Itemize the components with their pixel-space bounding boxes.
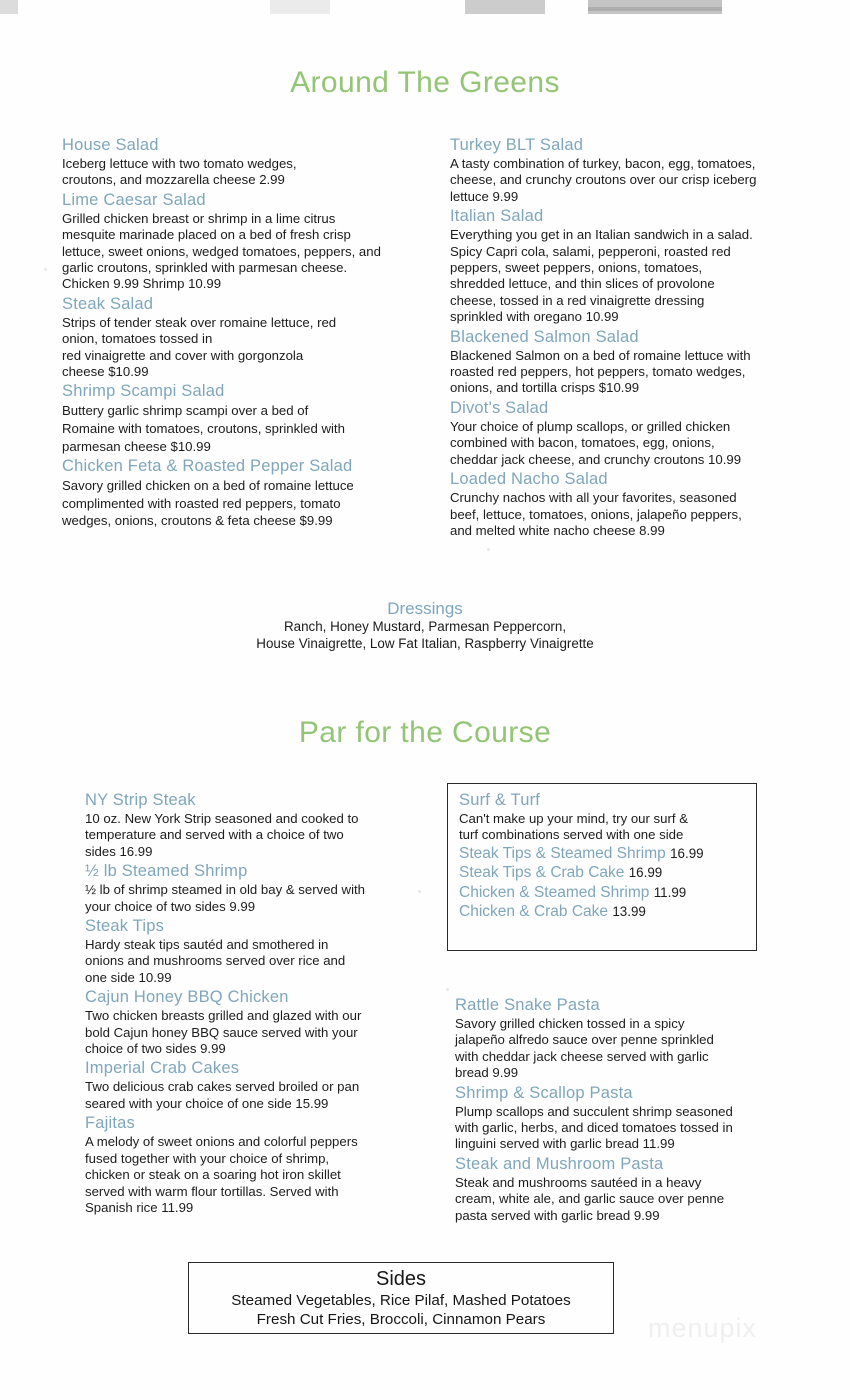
menu-item (62, 456, 422, 530)
combo-option (459, 902, 756, 922)
combo-price: 11.99 (653, 884, 687, 900)
surf-and-turf-box (447, 783, 757, 951)
dressings-block (0, 598, 850, 652)
menu-item-description: A tasty combination of turkey, bacon, egg, tomatoes, cheese, and crunchy croutons over our crisp iceberg lettuce 9.99 (450, 156, 757, 204)
menu-item (62, 190, 422, 293)
salads-left-column (62, 135, 422, 531)
menu-item (62, 135, 422, 189)
scan-artifact-strip (0, 0, 850, 14)
menu-item-name: Turkey BLT Salad (450, 136, 584, 154)
menu-item-description: 10 oz. New York Strip seasoned and cooked to temperature and served with a choice of two sides 16.99 (85, 811, 359, 859)
menu-item-name: ½ lb Steamed Shrimp (85, 862, 248, 881)
menu-item-description: Plump scallops and succulent shrimp seasoned with garlic, herbs, and diced tomatoes tossed in linguini served with garlic bread 11.99 (455, 1103, 733, 1152)
menu-item-description: Savory grilled chicken on a bed of romaine lettuce complimented with roasted red peppers, tomato wedges, onions, croutons & feta cheese $9.99 (62, 478, 354, 529)
menu-item (85, 916, 435, 986)
sides-line: Steamed Vegetables, Rice Pilaf, Mashed Potatoes (231, 1292, 571, 1309)
menu-item-description: Hardy steak tips sautéd and smothered in onions and mushrooms served over rice and one side 10.99 (85, 937, 346, 985)
menu-item-name: Shrimp & Scallop Pasta (455, 1083, 633, 1102)
sides-line: Fresh Cut Fries, Broccoli, Cinnamon Pears (256, 1311, 546, 1328)
sides-box (188, 1262, 614, 1334)
section-title-par-for-the-course: Par for the Course (298, 716, 552, 749)
combo-option (459, 844, 756, 864)
menu-item-name: Lime Caesar Salad (62, 190, 206, 209)
scan-speck (44, 268, 47, 271)
scan-speck (446, 988, 449, 991)
menu-item-name: Surf & Turf (459, 791, 541, 809)
menu-item (450, 398, 795, 468)
menu-item (455, 995, 785, 1082)
menu-item-name: Rattle Snake Pasta (455, 996, 600, 1014)
menu-item-description: Two delicious crab cakes served broiled or pan seared with your choice of one side 15.99 (85, 1079, 360, 1111)
menu-item-description: ½ lb of shrimp steamed in old bay & served with your choice of two sides 9.99 (85, 882, 366, 914)
menu-item-name: Cajun Honey BBQ Chicken (85, 988, 289, 1007)
combo-option (459, 883, 756, 903)
dressings-line: Ranch, Honey Mustard, Parmesan Peppercorn, (283, 619, 567, 634)
menu-item-description: A melody of sweet onions and colorful peppers fused together with your choice of shrimp, chicken or steak on a soaring hot iron skillet served with warm flour tortillas. Served with Spanish rice 11.99 (85, 1134, 358, 1215)
combo-price: 16.99 (670, 845, 704, 861)
menu-item (62, 381, 422, 455)
menu-item-description: Crunchy nachos with all your favorites, seasoned beef, lettuce, tomatoes, onions, jalapeño peppers, and melted white nacho cheese 8.99 (450, 490, 742, 538)
salads-right-column (450, 135, 795, 540)
menu-item (450, 327, 795, 397)
entrees-left-column (85, 790, 435, 1217)
menu-item-name: Chicken Feta & Roasted Pepper Salad (62, 457, 353, 476)
menu-item (85, 1113, 435, 1216)
menu-item-name: NY Strip Steak (85, 791, 196, 809)
menu-item (85, 861, 435, 915)
menu-item-name: Italian Salad (450, 207, 544, 226)
menu-item-name: Steak Tips (85, 917, 165, 936)
menu-item-description: Buttery garlic shrimp scampi over a bed of Romaine with tomatoes, croutons, sprinkled with parmesan cheese $10.99 (62, 403, 345, 454)
menu-item-name: Fajitas (85, 1114, 135, 1133)
combo-label: Chicken & Steamed Shrimp (459, 883, 650, 901)
menu-item-description: Savory grilled chicken tossed in a spicy jalapeño alfredo sauce over penne sprinkled with cheddar jack cheese served with garlic bread 9.99 (455, 1016, 714, 1081)
menu-item (450, 135, 795, 205)
menu-item-description: Grilled chicken breast or shrimp in a lime citrus mesquite marinade placed on a bed of fresh crisp lettuce, sweet onions, wedged tomatoes, peppers, and garlic croutons, sprinkled with parmesan cheese. Chicken 9.99 Shrimp 10.99 (62, 210, 381, 292)
menu-item (455, 1083, 785, 1153)
menu-item-name: Blackened Salmon Salad (450, 327, 639, 346)
menu-item-description: Can't make up your mind, try our surf & turf combinations served with one side (459, 811, 688, 843)
dressings-title: Dressings (387, 599, 463, 618)
menu-item-description: Iceberg lettuce with two tomato wedges, croutons, and mozzarella cheese 2.99 (62, 156, 297, 188)
menu-item-description: Everything you get in an Italian sandwich in a salad. Spicy Capri cola, salami, pepperoni, roasted red peppers, sweet peppers, onions, tomatoes, shredded lettuce, and thin slices of provolone cheese, tossed in a red vinaigrette dressing sprinkled with oregano 10.99 (450, 227, 753, 325)
menu-item (85, 1058, 435, 1112)
menu-item-description: Strips of tender steak over romaine lettuce, red onion, tomatoes tossed in red vinaigrette and cover with gorgonzola cheese $10.99 (62, 314, 337, 380)
menupix-watermark: menupix (648, 1313, 758, 1343)
combo-price: 13.99 (612, 904, 646, 920)
combo-label: Chicken & Crab Cake (459, 903, 609, 921)
menu-item-name: Imperial Crab Cakes (85, 1059, 240, 1078)
menu-item-name: Shrimp Scampi Salad (62, 382, 225, 401)
menu-item (85, 987, 435, 1057)
menu-item (62, 294, 422, 381)
combo-label: Steak Tips & Crab Cake (459, 864, 625, 882)
sides-title: Sides (375, 1268, 427, 1290)
menu-item-name: Divot's Salad (450, 398, 549, 417)
menu-item (450, 469, 795, 539)
menu-item-description: Your choice of plump scallops, or grilled chicken combined with bacon, tomatoes, egg, onions, cheddar jack cheese, and crunchy croutons 10.99 (450, 418, 742, 467)
menu-item (450, 206, 795, 325)
combo-option (459, 863, 756, 883)
menu-item (455, 1154, 785, 1224)
dressings-line: House Vinaigrette, Low Fat Italian, Raspberry Vinaigrette (256, 635, 594, 651)
menu-item-name: Loaded Nacho Salad (450, 470, 608, 489)
menu-item-description: Steak and mushrooms sautéed in a heavy cream, white ale, and garlic sauce over penne pasta served with garlic bread 9.99 (455, 1174, 725, 1223)
section-title-around-the-greens: Around The Greens (290, 66, 560, 99)
menu-item-name: Steak Salad (62, 294, 154, 313)
pastas-right-column (455, 995, 785, 1225)
menu-item-name: House Salad (62, 136, 159, 154)
combo-price: 16.99 (628, 865, 663, 881)
menu-item-description: Blackened Salmon on a bed of romaine lettuce with roasted red peppers, hot peppers, tomato wedges, onions, and tortilla crisps $10.99 (450, 347, 751, 396)
scan-speck (487, 548, 490, 551)
menu-item (85, 790, 435, 860)
menu-item-name: Steak and Mushroom Pasta (455, 1154, 664, 1173)
menu-item-description: Two chicken breasts grilled and glazed with our bold Cajun honey BBQ sauce served with your choice of two sides 9.99 (85, 1008, 362, 1057)
combo-label: Steak Tips & Steamed Shrimp (459, 844, 666, 862)
